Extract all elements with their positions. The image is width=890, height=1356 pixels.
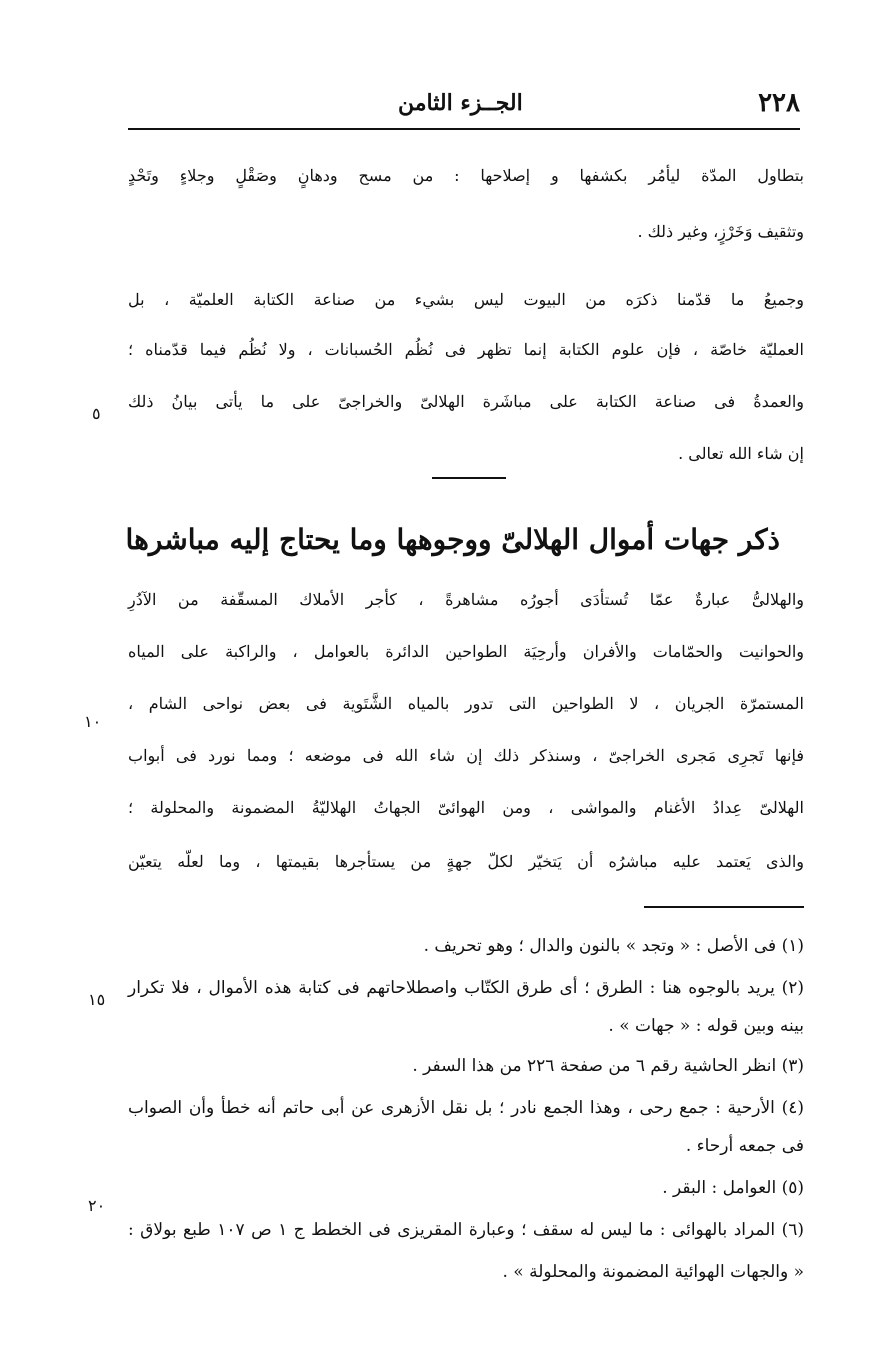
page-number: ٢٢٨ (758, 88, 800, 118)
footnote-6-line-2: « والجهات الهوائية المضمونة والمحلولة » . (502, 1262, 804, 1282)
running-header (128, 88, 800, 124)
margin-line-number-20: ٢٠ (88, 1196, 106, 1215)
section-heading: ذكر جهات أموال الهلالىّ ووجوهها وما يحتاج إليه مباشرها (125, 523, 780, 556)
paragraph-3-line-2: والحوانيت والحمّامات والأفران وأرحِيَة الطواحين الدائرة بالعوامل ، والراكبة على المياه (128, 642, 804, 661)
footnote-rule (644, 906, 804, 908)
footnote-1: (١) فى الأصل : « وتجد » بالنون والدال ؛ وهو تحريف . (423, 936, 804, 956)
paragraph-3-line-3: المستمرّة الجريان ، لا الطواحين التى تدور بالمياه الشَّتَوية فى بعض نواحى الشام ، (128, 694, 804, 713)
section-divider (432, 477, 506, 479)
paragraph-2-line-3: والعمدةُ فى صناعة الكتابة على مباشَرة الهلالىّ والخراجىّ على ما يأتى بيانُ ذلك (128, 392, 804, 411)
paragraph-3-line-4: فإنها تَجرِى مَجرى الخراجىّ ، وسنذكر ذلك إن شاء الله فى موضعه ؛ ومما نورد فى أبواب (128, 746, 804, 765)
paragraph-3-line-6: والذى يَعتمد عليه مباشرُه أن يَتخيّر لكلّ جهةٍ من يستأجرها بقيمتها ، وما لعلّه يتعيّن (128, 852, 804, 871)
margin-line-number-5: ٥ (92, 404, 101, 423)
footnote-5: (٥) العوامل : البقر . (662, 1178, 804, 1198)
paragraph-2-line-4: إن شاء الله تعالى . (678, 444, 804, 463)
footnote-2-line-1: (٢) يريد بالوجوه هنا : الطرق ؛ أى طرق الكتّاب واصطلاحاتهم فى كتابة هذه الأموال ، فلا تكرار (128, 978, 804, 998)
footnote-4-line-1: (٤) الأرحية : جمع رحى ، وهذا الجمع نادر ؛ بل نقل الأزهرى عن أبى حاتم أنه خطأ وأن الصواب (128, 1098, 804, 1118)
margin-line-number-10: ١٠ (84, 712, 102, 731)
paragraph-1-line-2: وتثقيف وَخَرْزٍ، وغير ذلك . (637, 222, 804, 241)
paragraph-2-line-1: وجميعُ ما قدّمنا ذكرَه من البيوت ليس بشيء من صناعة الكتابة العلميّة ، بل (128, 290, 804, 309)
margin-line-number-15: ١٥ (88, 990, 106, 1009)
part-title: الجــزء الثامن (398, 90, 523, 116)
paragraph-1-line-1: بتطاول المدّة ليأمُر بكشفها و إصلاحها : من مسح ودهانٍ وصَقْلٍ وجلاءٍ وتَحْدٍ (128, 166, 804, 185)
footnote-4-line-2: فى جمعه أرحاء . (685, 1136, 804, 1156)
paragraph-3-line-1: والهلالىُّ عبارةٌ عمّا تُستأدَى أجورُه مشاهرةً ، كأجر الأملاك المسقّفة من الآدُرِ (128, 590, 804, 609)
paragraph-2-line-2: العمليّة خاصّة ، فإن علوم الكتابة إنما تظهر فى نُظُم الحُسبانات ، ولا نُظُم فيما قدّمناه ؛ (128, 340, 804, 359)
footnote-3: (٣) انظر الحاشية رقم ٦ من صفحة ٢٢٦ من هذا السفر . (412, 1056, 804, 1076)
header-rule (128, 128, 800, 130)
paragraph-3-line-5: الهلالىّ عِدادُ الأغنام والمواشى ، ومن الهوائىّ الجهاتُ الهلاليّةُ المضمونة والمحلولة ؛ (128, 798, 804, 817)
footnote-6-line-1: (٦) المراد بالهوائى : ما ليس له سقف ؛ وعبارة المقريزى فى الخطط ج ١ ص ١٠٧ طبع بولاق : (128, 1220, 804, 1240)
footnote-2-line-2: بينه وبين قوله : « جهات » . (608, 1016, 804, 1036)
